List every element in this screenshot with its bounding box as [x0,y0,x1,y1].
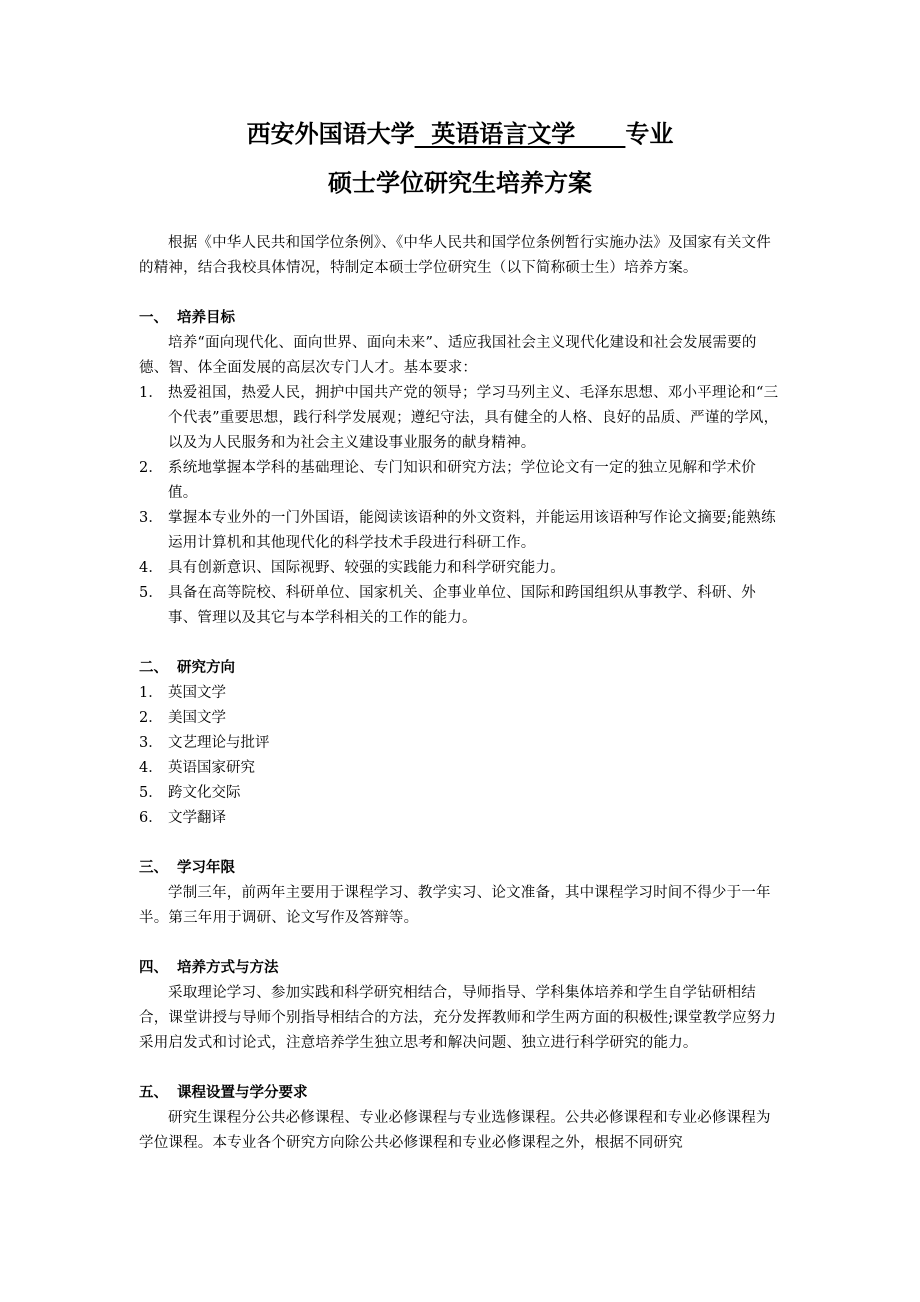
section-number: 三、 [139,860,168,876]
section-number: 二、 [139,660,168,676]
list-item [139,731,781,756]
spacer [139,931,781,956]
section-title: 培养目标 [177,310,235,326]
list-item-number: 3． [139,735,163,751]
list-item-number: 6． [139,810,163,826]
list-item [139,456,781,506]
list-item [139,581,781,631]
list-item [139,381,781,456]
courses-credits-paragraph: 研究生课程分公共必修课程、专业必修课程与专业选修课程。公共必修课程和专业必修课程为学位课程。本专业各个研究方向除公共必修课程和专业必修课程之外，根据不同研究 [139,1110,771,1151]
title-university: 西安外国语大学 [246,120,415,148]
document-body [139,231,781,1156]
section-title: 研究方向 [177,660,235,676]
list-item-text: 掌握本专业外的一门外国语，能阅读该语种的外文资料，并能运用该语种写作论文摘要;能熟练运用计算机和其他现代化的科学技术手段进行科研工作。 [168,510,776,551]
document-title-line1 [0,119,920,149]
list-item-text: 具备在高等院校、科研单位、国家机关、企事业单位、国际和跨国组织从事教学、科研、外事、管理以及其它与本学科相关的工作的能力。 [168,585,756,626]
list-item-text: 英语国家研究 [168,760,255,776]
section-heading-training-methods [139,956,781,981]
list-item [139,506,781,556]
spacer [139,281,781,306]
list-item-number: 3． [139,510,164,526]
section-number: 四、 [139,960,168,976]
list-item-number: 2． [139,710,163,726]
list-item-number: 4． [139,760,163,776]
section-number: 五、 [139,1085,168,1101]
section-title: 学习年限 [177,860,235,876]
list-item [139,706,781,731]
list-item-number: 1． [139,685,163,701]
list-item-number: 1． [139,385,164,401]
section-heading-goals [139,306,781,331]
list-item-text: 跨文化交际 [168,785,241,801]
section-heading-research-directions [139,656,781,681]
list-item-text: 热爱祖国，热爱人民，拥护中国共产党的领导；学习马列主义、毛泽东思想、邓小平理论和“三个代表”重要思想，践行科学发展观；遵纪守法，具有健全的人格、良好的品质、严谨的学风，以及为人民服务和为社会主义建设事业服务的献身精神。 [168,385,779,451]
list-item [139,781,781,806]
title-major-underlined: 英语语言文学 [414,120,626,148]
section-number: 一、 [139,310,168,326]
list-item [139,681,781,706]
list-item-number: 4． [139,560,164,576]
list-item-text: 文艺理论与批评 [168,735,270,751]
title-suffix: 专业 [625,120,674,148]
list-item-text: 美国文学 [168,710,226,726]
list-item-number: 5． [139,585,164,601]
list-item-number: 5． [139,785,163,801]
study-duration-paragraph: 学制三年，前两年主要用于课程学习、教学实习、论文准备，其中课程学习时间不得少于一年半。第三年用于调研、论文写作及答辩等。 [139,885,771,926]
intro-paragraph: 根据《中华人民共和国学位条例》、《中华人民共和国学位条例暂行实施办法》及国家有关文件的精神，结合我校具体情况，特制定本硕士学位研究生（以下简称硕士生）培养方案。 [139,235,771,276]
list-item-number: 2． [139,460,164,476]
spacer [139,1056,781,1081]
list-item [139,556,781,581]
list-item-text: 文学翻译 [168,810,226,826]
list-item-text: 英国文学 [168,685,226,701]
section-title: 课程设置与学分要求 [177,1085,308,1101]
document-title-line2: 硕士学位研究生培养方案 [328,169,592,197]
list-item-text: 系统地掌握本学科的基础理论、专门知识和研究方法；学位论文有一定的独立见解和学术价值。 [168,460,756,501]
section-title: 培养方式与方法 [177,960,279,976]
spacer [139,631,781,656]
spacer [139,831,781,856]
list-item [139,756,781,781]
section-heading-courses-credits [139,1081,781,1106]
list-item [139,806,781,831]
section-heading-study-duration [139,856,781,881]
goals-lead-paragraph: 培养“面向现代化、面向世界、面向未来”、适应我国社会主义现代化建设和社会发展需要的德、智、体全面发展的高层次专门人才。基本要求： [139,335,757,376]
training-methods-paragraph: 采取理论学习、参加实践和科学研究相结合，导师指导、学科集体培养和学生自学钻研相结合，课堂讲授与导师个别指导相结合的方法，充分发挥教师和学生两方面的积极性;课堂教学应努力采用启发式和讨论式，注意培养学生独立思考和解决问题、独立进行科学研究的能力。 [139,985,777,1051]
list-item-text: 具有创新意识、国际视野、较强的实践能力和科学研究能力。 [168,560,565,576]
